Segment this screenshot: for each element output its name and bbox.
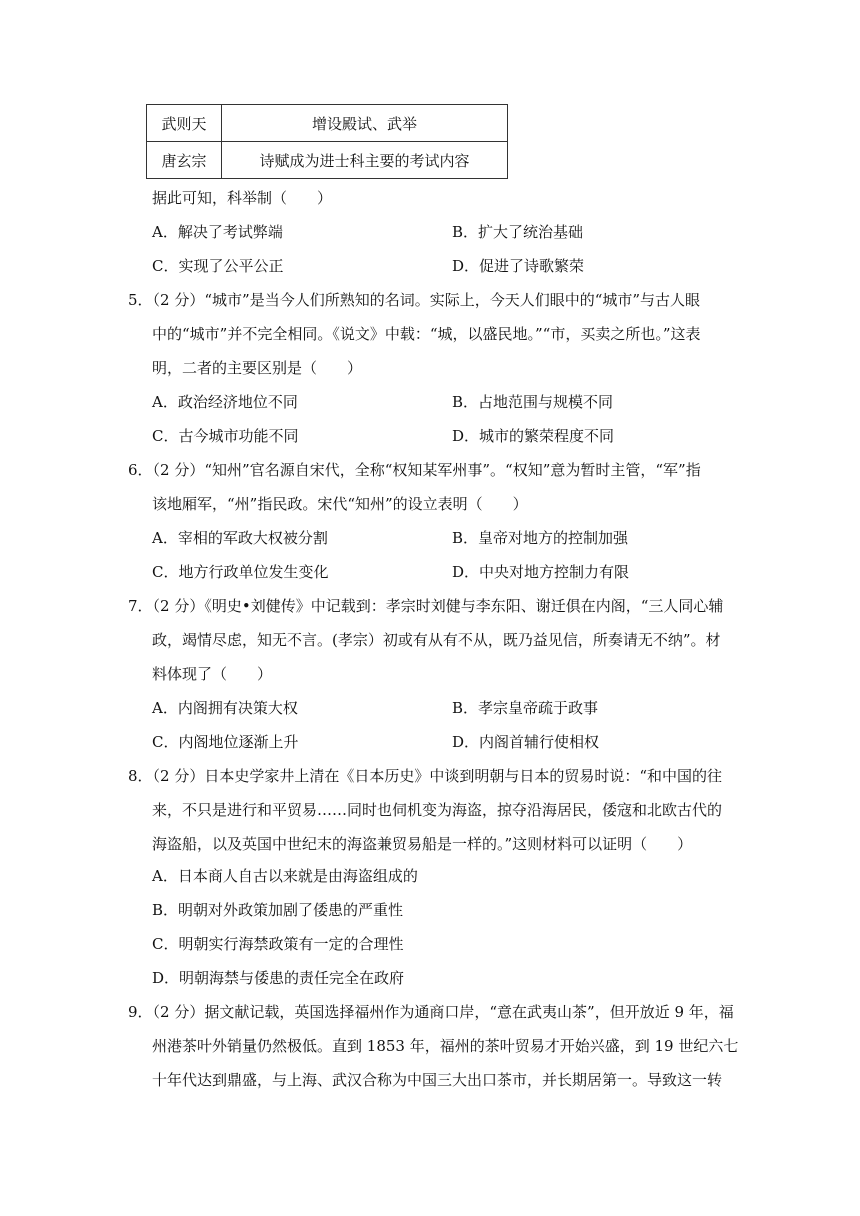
q5-line-2: 中的“城市”并不完全相同。《说文》中载：“城，以盛民地。”“市，买卖之所也。”这表 (152, 325, 701, 343)
q7-line-2: 政，竭情尽虑，知无不言。(孝宗）初或有从有不从，既乃益见信，所奏请无不纳”。材 (152, 631, 721, 649)
q8-line-3: 海盗船，以及英国中世纪末的海盗兼贸易船是一样的。”这则材料可以证明（ ） (152, 835, 693, 853)
q7-option-c: C．内阁地位逐渐上升 (152, 733, 299, 751)
q8-line-1: 8．（2 分）日本史学家井上清在《日本历史》中谈到明朝与日本的贸易时说：“和中国的往 (128, 767, 723, 785)
context-table (146, 104, 508, 179)
q6-option-b: B．皇帝对地方的控制加强 (452, 529, 629, 547)
q7-line-1: 7．（2 分）《明史•刘健传》中记载到：孝宗时刘健与李东阳、谢迁俱在内阁，“三人同心辅 (128, 597, 724, 615)
q9-line-2: 州港茶叶外销量仍然极低。直到 1853 年，福州的茶叶贸易才开始兴盛，到 19 世纪六七 (152, 1037, 739, 1055)
q5-line-1: 5．（2 分）“城市”是当今人们所熟知的名词。实际上，今天人们眼中的“城市”与古人眼 (128, 291, 701, 309)
q7-option-a: A．内阁拥有决策大权 (152, 699, 298, 717)
q8-option-c: C．明朝实行海禁政策有一定的合理性 (152, 935, 404, 953)
q6-line-1: 6．（2 分）“知州”官名源自宋代，全称“权知某军州事”。“权知”意为暂时主管，“军”指 (128, 461, 701, 479)
q8-option-b: B．明朝对外政策加剧了倭患的严重性 (152, 901, 404, 919)
q4-stem: 据此可知，科举制（ ） (152, 189, 333, 207)
table-cell: 增设殿试、武举 (222, 105, 508, 142)
table-row (147, 105, 508, 142)
q9-line-1: 9．（2 分）据文献记载，英国选择福州作为通商口岸，“意在武夷山茶”，但开放近 9 年，福 (128, 1003, 734, 1021)
q8-line-2: 来，不只是进行和平贸易……同时也伺机变为海盗，掠夺沿海居民，倭寇和北欧古代的 (152, 801, 723, 819)
q4-option-b: B．扩大了统治基础 (452, 223, 584, 241)
q4-option-c: C．实现了公平公正 (152, 257, 284, 275)
table-cell: 武则天 (147, 105, 222, 142)
q8-option-a: A．日本商人自古以来就是由海盗组成的 (152, 867, 418, 885)
q6-option-d: D．中央对地方控制力有限 (452, 563, 630, 581)
q6-line-2: 该地厢军，“州”指民政。宋代“知州”的设立表明（ ） (152, 495, 528, 513)
q8-option-d: D．明朝海禁与倭患的责任完全在政府 (152, 969, 405, 987)
q7-line-3: 料体现了（ ） (152, 665, 273, 683)
q4-option-a: A．解决了考试弊端 (152, 223, 283, 241)
table-cell: 唐玄宗 (147, 142, 222, 179)
q9-line-3: 十年代达到鼎盛，与上海、武汉合称为中国三大出口茶市，并长期居第一。导致这一转 (152, 1071, 723, 1089)
q5-line-3: 明，二者的主要区别是（ ） (152, 359, 363, 377)
q7-option-b: B．孝宗皇帝疏于政事 (452, 699, 599, 717)
q5-option-a: A．政治经济地位不同 (152, 393, 298, 411)
q7-option-d: D．内阁首辅行使相权 (452, 733, 600, 751)
q4-option-d: D．促进了诗歌繁荣 (452, 257, 585, 275)
table-row (147, 142, 508, 179)
q5-option-b: B．占地范围与规模不同 (452, 393, 614, 411)
q5-option-d: D．城市的繁荣程度不同 (452, 427, 615, 445)
q6-option-a: A．宰相的军政大权被分割 (152, 529, 328, 547)
q5-option-c: C．古今城市功能不同 (152, 427, 299, 445)
table-cell: 诗赋成为进士科主要的考试内容 (222, 142, 508, 179)
q6-option-c: C．地方行政单位发生变化 (152, 563, 329, 581)
